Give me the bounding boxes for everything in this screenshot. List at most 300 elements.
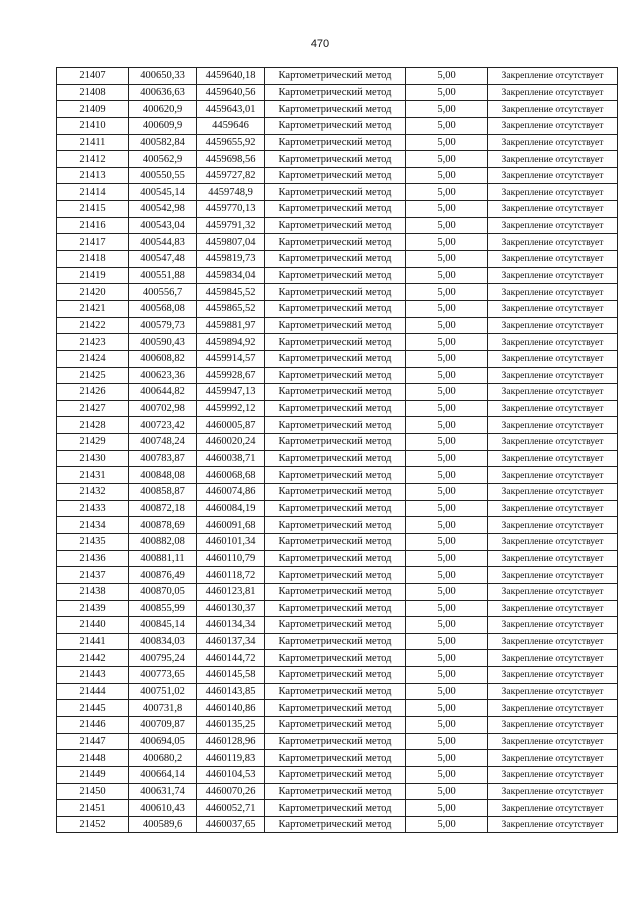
point-number-cell: 21440: [57, 617, 129, 634]
y-coordinate-cell: 4460104,53: [197, 766, 265, 783]
accuracy-cell: 5,00: [406, 733, 488, 750]
table-row: [57, 450, 618, 467]
accuracy-cell: 5,00: [406, 600, 488, 617]
y-coordinate-cell: 4460020,24: [197, 434, 265, 451]
y-coordinate-cell: 4460038,71: [197, 450, 265, 467]
fixing-cell: Закрепление отсутствует: [488, 550, 618, 567]
y-coordinate-cell: 4459819,73: [197, 251, 265, 268]
y-coordinate-cell: 4459646: [197, 117, 265, 134]
y-coordinate-cell: 4460128,96: [197, 733, 265, 750]
y-coordinate-cell: 4460052,71: [197, 800, 265, 817]
fixing-cell: Закрепление отсутствует: [488, 384, 618, 401]
point-number-cell: 21447: [57, 733, 129, 750]
method-cell: Картометрический метод: [265, 84, 406, 101]
method-cell: Картометрический метод: [265, 151, 406, 168]
y-coordinate-cell: 4459947,13: [197, 384, 265, 401]
table-row: [57, 500, 618, 517]
point-number-cell: 21430: [57, 450, 129, 467]
y-coordinate-cell: 4459881,97: [197, 317, 265, 334]
y-coordinate-cell: 4460143,85: [197, 683, 265, 700]
fixing-cell: Закрепление отсутствует: [488, 84, 618, 101]
fixing-cell: Закрепление отсутствует: [488, 167, 618, 184]
table-row: [57, 117, 618, 134]
x-coordinate-cell: 400545,14: [129, 184, 197, 201]
x-coordinate-cell: 400664,14: [129, 766, 197, 783]
table-row: [57, 733, 618, 750]
x-coordinate-cell: 400542,98: [129, 201, 197, 218]
page-number: 470: [310, 38, 330, 50]
method-cell: Картометрический метод: [265, 167, 406, 184]
point-number-cell: 21450: [57, 783, 129, 800]
point-number-cell: 21421: [57, 300, 129, 317]
fixing-cell: Закрепление отсутствует: [488, 517, 618, 534]
y-coordinate-cell: 4460134,34: [197, 617, 265, 634]
fixing-cell: Закрепление отсутствует: [488, 650, 618, 667]
table-row: [57, 467, 618, 484]
y-coordinate-cell: 4459748,9: [197, 184, 265, 201]
fixing-cell: Закрепление отсутствует: [488, 334, 618, 351]
method-cell: Картометрический метод: [265, 400, 406, 417]
x-coordinate-cell: 400680,2: [129, 750, 197, 767]
fixing-cell: Закрепление отсутствует: [488, 816, 618, 833]
accuracy-cell: 5,00: [406, 384, 488, 401]
table-row: [57, 151, 618, 168]
point-number-cell: 21419: [57, 267, 129, 284]
y-coordinate-cell: 4460005,87: [197, 417, 265, 434]
fixing-cell: Закрепление отсутствует: [488, 367, 618, 384]
x-coordinate-cell: 400748,24: [129, 434, 197, 451]
table-row: [57, 251, 618, 268]
method-cell: Картометрический метод: [265, 700, 406, 717]
point-number-cell: 21439: [57, 600, 129, 617]
x-coordinate-cell: 400881,11: [129, 550, 197, 567]
accuracy-cell: 5,00: [406, 567, 488, 584]
method-cell: Картометрический метод: [265, 766, 406, 783]
y-coordinate-cell: 4460119,83: [197, 750, 265, 767]
method-cell: Картометрический метод: [265, 517, 406, 534]
point-number-cell: 21423: [57, 334, 129, 351]
table-row: [57, 167, 618, 184]
accuracy-cell: 5,00: [406, 434, 488, 451]
y-coordinate-cell: 4460110,79: [197, 550, 265, 567]
fixing-cell: Закрепление отсутствует: [488, 567, 618, 584]
fixing-cell: Закрепление отсутствует: [488, 583, 618, 600]
table-row: [57, 68, 618, 85]
fixing-cell: Закрепление отсутствует: [488, 350, 618, 367]
fixing-cell: Закрепление отсутствует: [488, 783, 618, 800]
table-row: [57, 583, 618, 600]
method-cell: Картометрический метод: [265, 234, 406, 251]
accuracy-cell: 5,00: [406, 217, 488, 234]
point-number-cell: 21424: [57, 350, 129, 367]
accuracy-cell: 5,00: [406, 783, 488, 800]
x-coordinate-cell: 400723,42: [129, 417, 197, 434]
point-number-cell: 21413: [57, 167, 129, 184]
method-cell: Картометрический метод: [265, 816, 406, 833]
accuracy-cell: 5,00: [406, 84, 488, 101]
fixing-cell: Закрепление отсутствует: [488, 484, 618, 501]
method-cell: Картометрический метод: [265, 633, 406, 650]
accuracy-cell: 5,00: [406, 101, 488, 118]
accuracy-cell: 5,00: [406, 68, 488, 85]
method-cell: Картометрический метод: [265, 284, 406, 301]
table-row: [57, 134, 618, 151]
fixing-cell: Закрепление отсутствует: [488, 417, 618, 434]
y-coordinate-cell: 4460091,68: [197, 517, 265, 534]
accuracy-cell: 5,00: [406, 117, 488, 134]
x-coordinate-cell: 400702,98: [129, 400, 197, 417]
method-cell: Картометрический метод: [265, 201, 406, 218]
fixing-cell: Закрепление отсутствует: [488, 733, 618, 750]
table-row: [57, 700, 618, 717]
fixing-cell: Закрепление отсутствует: [488, 251, 618, 268]
x-coordinate-cell: 400547,48: [129, 251, 197, 268]
method-cell: Картометрический метод: [265, 716, 406, 733]
x-coordinate-cell: 400858,87: [129, 484, 197, 501]
y-coordinate-cell: 4460074,86: [197, 484, 265, 501]
method-cell: Картометрический метод: [265, 101, 406, 118]
fixing-cell: Закрепление отсутствует: [488, 234, 618, 251]
table-row: [57, 600, 618, 617]
y-coordinate-cell: 4460118,72: [197, 567, 265, 584]
x-coordinate-cell: 400610,43: [129, 800, 197, 817]
x-coordinate-cell: 400795,24: [129, 650, 197, 667]
point-number-cell: 21441: [57, 633, 129, 650]
method-cell: Картометрический метод: [265, 783, 406, 800]
point-number-cell: 21415: [57, 201, 129, 218]
method-cell: Картометрический метод: [265, 583, 406, 600]
table-row: [57, 750, 618, 767]
x-coordinate-cell: 400544,83: [129, 234, 197, 251]
x-coordinate-cell: 400878,69: [129, 517, 197, 534]
table-row: [57, 234, 618, 251]
fixing-cell: Закрепление отсутствует: [488, 716, 618, 733]
accuracy-cell: 5,00: [406, 350, 488, 367]
x-coordinate-cell: 400551,88: [129, 267, 197, 284]
x-coordinate-cell: 400590,43: [129, 334, 197, 351]
x-coordinate-cell: 400855,99: [129, 600, 197, 617]
point-number-cell: 21432: [57, 484, 129, 501]
fixing-cell: Закрепление отсутствует: [488, 633, 618, 650]
fixing-cell: Закрепление отсутствует: [488, 101, 618, 118]
y-coordinate-cell: 4460137,34: [197, 633, 265, 650]
x-coordinate-cell: 400783,87: [129, 450, 197, 467]
fixing-cell: Закрепление отсутствует: [488, 217, 618, 234]
method-cell: Картометрический метод: [265, 134, 406, 151]
y-coordinate-cell: 4459655,92: [197, 134, 265, 151]
accuracy-cell: 5,00: [406, 334, 488, 351]
method-cell: Картометрический метод: [265, 450, 406, 467]
fixing-cell: Закрепление отсутствует: [488, 317, 618, 334]
method-cell: Картометрический метод: [265, 600, 406, 617]
accuracy-cell: 5,00: [406, 184, 488, 201]
point-number-cell: 21436: [57, 550, 129, 567]
x-coordinate-cell: 400620,9: [129, 101, 197, 118]
point-number-cell: 21442: [57, 650, 129, 667]
point-number-cell: 21446: [57, 716, 129, 733]
point-number-cell: 21448: [57, 750, 129, 767]
y-coordinate-cell: 4460145,58: [197, 667, 265, 684]
table-row: [57, 617, 618, 634]
table-row: [57, 384, 618, 401]
fixing-cell: Закрепление отсутствует: [488, 117, 618, 134]
point-number-cell: 21431: [57, 467, 129, 484]
accuracy-cell: 5,00: [406, 816, 488, 833]
method-cell: Картометрический метод: [265, 484, 406, 501]
x-coordinate-cell: 400848,08: [129, 467, 197, 484]
table-row: [57, 417, 618, 434]
point-number-cell: 21411: [57, 134, 129, 151]
method-cell: Картометрический метод: [265, 533, 406, 550]
accuracy-cell: 5,00: [406, 251, 488, 268]
fixing-cell: Закрепление отсутствует: [488, 184, 618, 201]
table-row: [57, 267, 618, 284]
method-cell: Картометрический метод: [265, 467, 406, 484]
x-coordinate-cell: 400568,08: [129, 300, 197, 317]
point-number-cell: 21437: [57, 567, 129, 584]
accuracy-cell: 5,00: [406, 716, 488, 733]
point-number-cell: 21438: [57, 583, 129, 600]
table-row: [57, 434, 618, 451]
point-number-cell: 21429: [57, 434, 129, 451]
y-coordinate-cell: 4460135,25: [197, 716, 265, 733]
point-number-cell: 21412: [57, 151, 129, 168]
table-row: [57, 650, 618, 667]
x-coordinate-cell: 400731,8: [129, 700, 197, 717]
fixing-cell: Закрепление отсутствует: [488, 667, 618, 684]
accuracy-cell: 5,00: [406, 400, 488, 417]
x-coordinate-cell: 400882,08: [129, 533, 197, 550]
x-coordinate-cell: 400556,7: [129, 284, 197, 301]
point-number-cell: 21445: [57, 700, 129, 717]
y-coordinate-cell: 4459698,56: [197, 151, 265, 168]
accuracy-cell: 5,00: [406, 484, 488, 501]
point-number-cell: 21449: [57, 766, 129, 783]
method-cell: Картометрический метод: [265, 300, 406, 317]
accuracy-cell: 5,00: [406, 517, 488, 534]
method-cell: Картометрический метод: [265, 667, 406, 684]
x-coordinate-cell: 400709,87: [129, 716, 197, 733]
point-number-cell: 21443: [57, 667, 129, 684]
fixing-cell: Закрепление отсутствует: [488, 500, 618, 517]
y-coordinate-cell: 4459640,56: [197, 84, 265, 101]
y-coordinate-cell: 4460140,86: [197, 700, 265, 717]
x-coordinate-cell: 400773,65: [129, 667, 197, 684]
method-cell: Картометрический метод: [265, 384, 406, 401]
table-row: [57, 334, 618, 351]
fixing-cell: Закрепление отсутствует: [488, 533, 618, 550]
point-number-cell: 21428: [57, 417, 129, 434]
point-number-cell: 21418: [57, 251, 129, 268]
table-row: [57, 517, 618, 534]
fixing-cell: Закрепление отсутствует: [488, 617, 618, 634]
accuracy-cell: 5,00: [406, 167, 488, 184]
y-coordinate-cell: 4460101,34: [197, 533, 265, 550]
table-row: [57, 567, 618, 584]
fixing-cell: Закрепление отсутствует: [488, 800, 618, 817]
table-row: [57, 84, 618, 101]
x-coordinate-cell: 400623,36: [129, 367, 197, 384]
x-coordinate-cell: 400644,82: [129, 384, 197, 401]
point-number-cell: 21451: [57, 800, 129, 817]
method-cell: Картометрический метод: [265, 184, 406, 201]
coordinates-table: [56, 67, 618, 833]
accuracy-cell: 5,00: [406, 467, 488, 484]
accuracy-cell: 5,00: [406, 234, 488, 251]
fixing-cell: Закрепление отсутствует: [488, 400, 618, 417]
table-row: [57, 716, 618, 733]
method-cell: Картометрический метод: [265, 367, 406, 384]
y-coordinate-cell: 4460123,81: [197, 583, 265, 600]
point-number-cell: 21409: [57, 101, 129, 118]
fixing-cell: Закрепление отсутствует: [488, 68, 618, 85]
fixing-cell: Закрепление отсутствует: [488, 151, 618, 168]
x-coordinate-cell: 400834,03: [129, 633, 197, 650]
point-number-cell: 21420: [57, 284, 129, 301]
x-coordinate-cell: 400562,9: [129, 151, 197, 168]
accuracy-cell: 5,00: [406, 317, 488, 334]
table-row: [57, 633, 618, 650]
y-coordinate-cell: 4460068,68: [197, 467, 265, 484]
accuracy-cell: 5,00: [406, 750, 488, 767]
accuracy-cell: 5,00: [406, 533, 488, 550]
accuracy-cell: 5,00: [406, 267, 488, 284]
y-coordinate-cell: 4459928,67: [197, 367, 265, 384]
table-row: [57, 484, 618, 501]
method-cell: Картометрический метод: [265, 317, 406, 334]
method-cell: Картометрический метод: [265, 68, 406, 85]
y-coordinate-cell: 4459914,57: [197, 350, 265, 367]
y-coordinate-cell: 4459640,18: [197, 68, 265, 85]
accuracy-cell: 5,00: [406, 417, 488, 434]
accuracy-cell: 5,00: [406, 367, 488, 384]
method-cell: Картометрический метод: [265, 434, 406, 451]
fixing-cell: Закрепление отсутствует: [488, 450, 618, 467]
table-row: [57, 816, 618, 833]
fixing-cell: Закрепление отсутствует: [488, 683, 618, 700]
y-coordinate-cell: 4459727,82: [197, 167, 265, 184]
y-coordinate-cell: 4459791,32: [197, 217, 265, 234]
point-number-cell: 21434: [57, 517, 129, 534]
y-coordinate-cell: 4460144,72: [197, 650, 265, 667]
x-coordinate-cell: 400694,05: [129, 733, 197, 750]
point-number-cell: 21407: [57, 68, 129, 85]
table-row: [57, 217, 618, 234]
table-row: [57, 550, 618, 567]
method-cell: Картометрический метод: [265, 251, 406, 268]
y-coordinate-cell: 4460084,19: [197, 500, 265, 517]
y-coordinate-cell: 4459894,92: [197, 334, 265, 351]
accuracy-cell: 5,00: [406, 151, 488, 168]
table-row: [57, 766, 618, 783]
fixing-cell: Закрепление отсутствует: [488, 750, 618, 767]
method-cell: Картометрический метод: [265, 617, 406, 634]
accuracy-cell: 5,00: [406, 683, 488, 700]
accuracy-cell: 5,00: [406, 284, 488, 301]
point-number-cell: 21417: [57, 234, 129, 251]
x-coordinate-cell: 400589,6: [129, 816, 197, 833]
point-number-cell: 21410: [57, 117, 129, 134]
point-number-cell: 21444: [57, 683, 129, 700]
y-coordinate-cell: 4459834,04: [197, 267, 265, 284]
accuracy-cell: 5,00: [406, 700, 488, 717]
accuracy-cell: 5,00: [406, 500, 488, 517]
y-coordinate-cell: 4459992,12: [197, 400, 265, 417]
x-coordinate-cell: 400579,73: [129, 317, 197, 334]
table-row: [57, 300, 618, 317]
x-coordinate-cell: 400582,84: [129, 134, 197, 151]
method-cell: Картометрический метод: [265, 650, 406, 667]
table-row: [57, 533, 618, 550]
table-row: [57, 367, 618, 384]
x-coordinate-cell: 400608,82: [129, 350, 197, 367]
table-row: [57, 201, 618, 218]
method-cell: Картометрический метод: [265, 750, 406, 767]
method-cell: Картометрический метод: [265, 417, 406, 434]
point-number-cell: 21427: [57, 400, 129, 417]
fixing-cell: Закрепление отсутствует: [488, 700, 618, 717]
fixing-cell: Закрепление отсутствует: [488, 600, 618, 617]
method-cell: Картометрический метод: [265, 217, 406, 234]
y-coordinate-cell: 4460130,37: [197, 600, 265, 617]
method-cell: Картометрический метод: [265, 733, 406, 750]
x-coordinate-cell: 400609,9: [129, 117, 197, 134]
method-cell: Картометрический метод: [265, 117, 406, 134]
point-number-cell: 21414: [57, 184, 129, 201]
table-row: [57, 800, 618, 817]
fixing-cell: Закрепление отсутствует: [488, 134, 618, 151]
accuracy-cell: 5,00: [406, 800, 488, 817]
accuracy-cell: 5,00: [406, 583, 488, 600]
table-row: [57, 350, 618, 367]
fixing-cell: Закрепление отсутствует: [488, 300, 618, 317]
y-coordinate-cell: 4459807,04: [197, 234, 265, 251]
fixing-cell: Закрепление отсутствует: [488, 267, 618, 284]
y-coordinate-cell: 4459865,52: [197, 300, 265, 317]
x-coordinate-cell: 400751,02: [129, 683, 197, 700]
method-cell: Картометрический метод: [265, 500, 406, 517]
accuracy-cell: 5,00: [406, 450, 488, 467]
table-row: [57, 667, 618, 684]
method-cell: Картометрический метод: [265, 550, 406, 567]
x-coordinate-cell: 400631,74: [129, 783, 197, 800]
fixing-cell: Закрепление отсутствует: [488, 434, 618, 451]
accuracy-cell: 5,00: [406, 617, 488, 634]
x-coordinate-cell: 400550,55: [129, 167, 197, 184]
table-row: [57, 400, 618, 417]
point-number-cell: 21452: [57, 816, 129, 833]
y-coordinate-cell: 4459643,01: [197, 101, 265, 118]
x-coordinate-cell: 400872,18: [129, 500, 197, 517]
point-number-cell: 21435: [57, 533, 129, 550]
point-number-cell: 21408: [57, 84, 129, 101]
table-row: [57, 317, 618, 334]
accuracy-cell: 5,00: [406, 667, 488, 684]
accuracy-cell: 5,00: [406, 766, 488, 783]
accuracy-cell: 5,00: [406, 300, 488, 317]
y-coordinate-cell: 4459770,13: [197, 201, 265, 218]
method-cell: Картометрический метод: [265, 683, 406, 700]
method-cell: Картометрический метод: [265, 567, 406, 584]
fixing-cell: Закрепление отсутствует: [488, 201, 618, 218]
y-coordinate-cell: 4460070,26: [197, 783, 265, 800]
point-number-cell: 21416: [57, 217, 129, 234]
table-row: [57, 783, 618, 800]
x-coordinate-cell: 400870,05: [129, 583, 197, 600]
x-coordinate-cell: 400845,14: [129, 617, 197, 634]
fixing-cell: Закрепление отсутствует: [488, 467, 618, 484]
table-row: [57, 284, 618, 301]
